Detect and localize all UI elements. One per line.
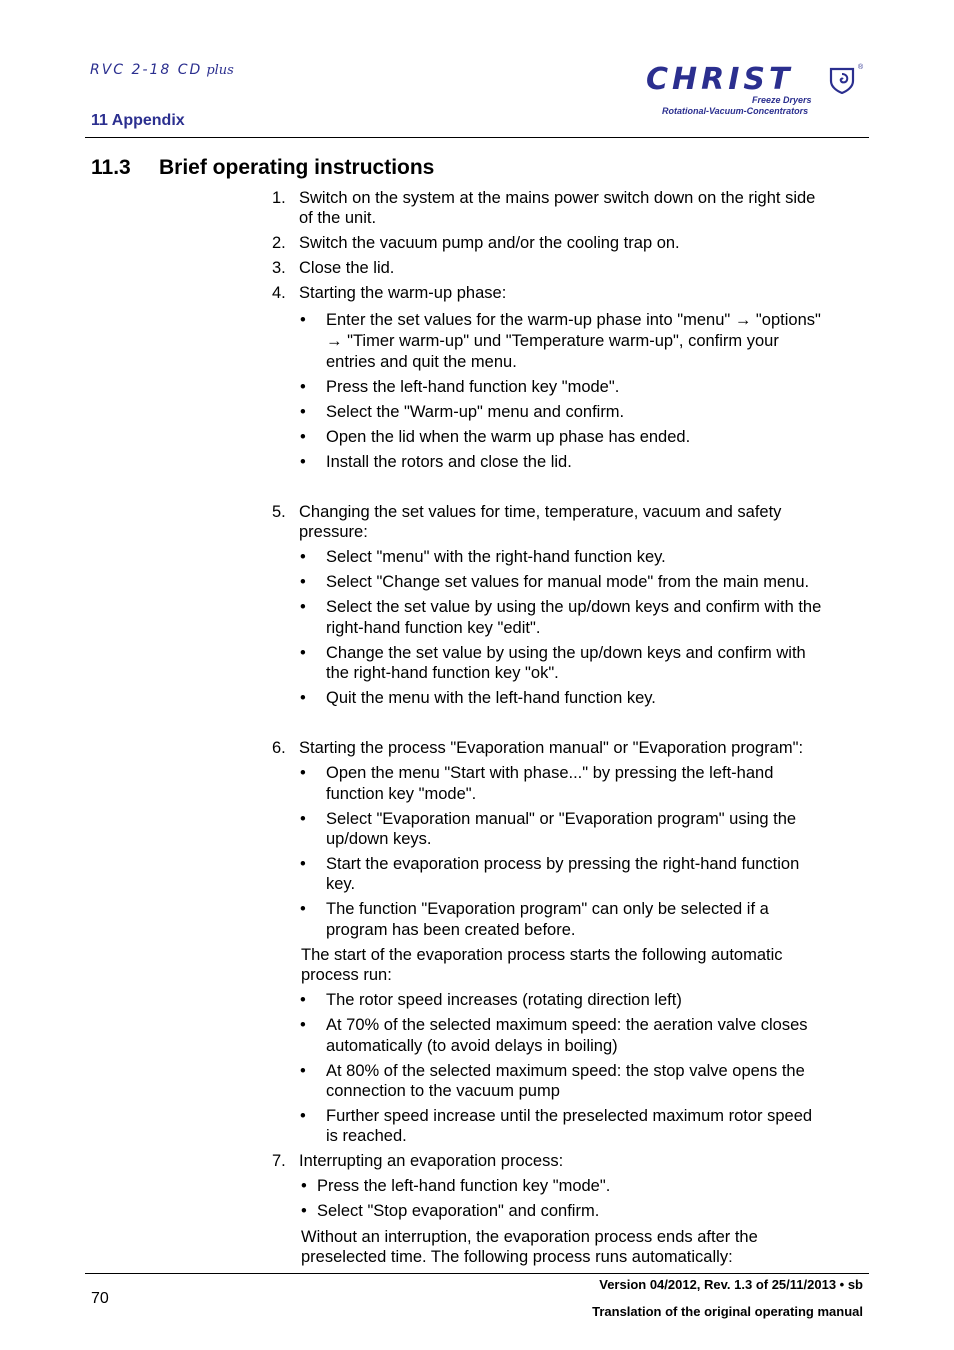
- step-text: Switch the vacuum pump and/or the cooling trap on.: [299, 234, 680, 252]
- bullet-marker: •: [300, 991, 306, 1009]
- logo-shield-icon: [828, 66, 856, 94]
- bullet-marker: •: [301, 1177, 307, 1195]
- bullet-text: Open the menu "Start with phase..." by pressing the left-hand: [326, 764, 774, 782]
- step-number: 4.: [272, 284, 286, 302]
- step-text: Close the lid.: [299, 259, 395, 277]
- step-number: 3.: [272, 259, 286, 277]
- version-info: Version 04/2012, Rev. 1.3 of 25/11/2013 • sb: [599, 1277, 863, 1292]
- step-number: 6.: [272, 739, 286, 757]
- bullet-marker: •: [300, 403, 306, 421]
- christ-logo: [640, 62, 868, 120]
- paragraph-text: The start of the evaporation process starts the following automatic: [301, 946, 783, 964]
- step-text: Changing the set values for time, temperature, vacuum and safety: [299, 503, 782, 521]
- bullet-marker: •: [300, 573, 306, 591]
- bullet-text: key.: [326, 875, 356, 893]
- bullet-marker: •: [300, 855, 306, 873]
- bullet-marker: •: [300, 311, 306, 329]
- bullet-text: program has been created before.: [326, 921, 576, 939]
- heading-number: 11.3: [91, 156, 131, 179]
- bullet-marker: •: [300, 1062, 306, 1080]
- bullet-marker: •: [300, 1107, 306, 1125]
- step-text: pressure:: [299, 523, 368, 541]
- step-text: Starting the process "Evaporation manual" or "Evaporation program":: [299, 739, 804, 757]
- registered-mark: ®: [858, 64, 864, 71]
- heading-title: Brief operating instructions: [159, 156, 435, 179]
- step-number: 7.: [272, 1152, 286, 1170]
- bullet-text: Press the left-hand function key "mode".: [326, 378, 620, 396]
- bullet-text: function key "mode".: [326, 785, 477, 803]
- paragraph-text: preselected time. The following process runs automatically:: [301, 1248, 733, 1266]
- bullet-text: up/down keys.: [326, 830, 432, 848]
- bullet-text: Quit the menu with the left-hand function key.: [326, 689, 656, 707]
- bullet-text: Select "Evaporation manual" or "Evaporation program" using the: [326, 810, 797, 828]
- bullet-marker: •: [300, 1016, 306, 1034]
- bullet-text: connection to the vacuum pump: [326, 1082, 560, 1100]
- step-text: Switch on the system at the mains power switch down on the right side: [299, 189, 816, 207]
- bullet-marker: •: [300, 548, 306, 566]
- bullet-text: Select "menu" with the right-hand function key.: [326, 548, 666, 566]
- paragraph-text: process run:: [301, 966, 392, 984]
- bullet-text: Install the rotors and close the lid.: [326, 453, 572, 471]
- logo-wordmark: CHRIST: [646, 62, 794, 97]
- bullet-text: Start the evaporation process by pressing the right-hand function: [326, 855, 800, 873]
- bullet-text: entries and quit the menu.: [326, 353, 517, 371]
- model-label: RVC 2-18 CD: [90, 62, 203, 78]
- bullet-text: Enter the set values for the warm-up phase into "menu" → "options": [326, 311, 821, 329]
- bullet-text: Select the set value by using the up/down keys and confirm with the: [326, 598, 822, 616]
- step-number: 2.: [272, 234, 286, 252]
- bullet-marker: •: [301, 1202, 307, 1220]
- bullet-marker: •: [300, 900, 306, 918]
- model-name: [90, 62, 234, 78]
- bullet-text: Change the set value by using the up/down keys and confirm with: [326, 644, 806, 662]
- bullet-marker: •: [300, 453, 306, 471]
- bullet-text: automatically (to avoid delays in boiling): [326, 1037, 618, 1055]
- bullet-marker: •: [300, 644, 306, 662]
- header-rule: [85, 137, 869, 138]
- step-text: Interrupting an evaporation process:: [299, 1152, 564, 1170]
- logo-subtitle-2: Rotational-Vacuum-Concentrators: [662, 106, 809, 116]
- bullet-text: Select the "Warm-up" menu and confirm.: [326, 403, 625, 421]
- page-number: 70: [91, 1290, 109, 1307]
- step-number: 1.: [272, 189, 286, 207]
- step-text: Starting the warm-up phase:: [299, 284, 507, 302]
- model-suffix: plus: [206, 63, 234, 78]
- bullet-text: Select "Stop evaporation" and confirm.: [317, 1202, 600, 1220]
- bullet-text: The rotor speed increases (rotating direction left): [326, 991, 682, 1009]
- bullet-marker: •: [300, 689, 306, 707]
- bullet-marker: •: [300, 598, 306, 616]
- section-label: 11 Appendix: [91, 112, 185, 129]
- step-number: 5.: [272, 503, 286, 521]
- bullet-text: the right-hand function key "ok".: [326, 664, 559, 682]
- translation-note: Translation of the original operating manual: [592, 1304, 863, 1319]
- bullet-text: is reached.: [326, 1127, 407, 1145]
- bullet-marker: •: [300, 378, 306, 396]
- bullet-text: Select "Change set values for manual mode" from the main menu.: [326, 573, 810, 591]
- bullet-text: right-hand function key "edit".: [326, 619, 541, 637]
- bullet-marker: •: [300, 764, 306, 782]
- footer-rule: [85, 1273, 869, 1274]
- bullet-text: Open the lid when the warm up phase has ended.: [326, 428, 691, 446]
- bullet-marker: •: [300, 428, 306, 446]
- bullet-text: Further speed increase until the preselected maximum rotor speed: [326, 1107, 813, 1125]
- logo-subtitle-1: Freeze Dryers: [752, 95, 812, 105]
- bullet-marker: •: [300, 810, 306, 828]
- paragraph-text: Without an interruption, the evaporation process ends after the: [301, 1228, 758, 1246]
- bullet-text: At 70% of the selected maximum speed: the aeration valve closes: [326, 1016, 808, 1034]
- bullet-text: Press the left-hand function key "mode".: [317, 1177, 611, 1195]
- bullet-text: → "Timer warm-up" und "Temperature warm-up", confirm your: [326, 332, 779, 350]
- bullet-text: The function "Evaporation program" can only be selected if a: [326, 900, 769, 918]
- bullet-text: At 80% of the selected maximum speed: the stop valve opens the: [326, 1062, 805, 1080]
- step-text: of the unit.: [299, 209, 377, 227]
